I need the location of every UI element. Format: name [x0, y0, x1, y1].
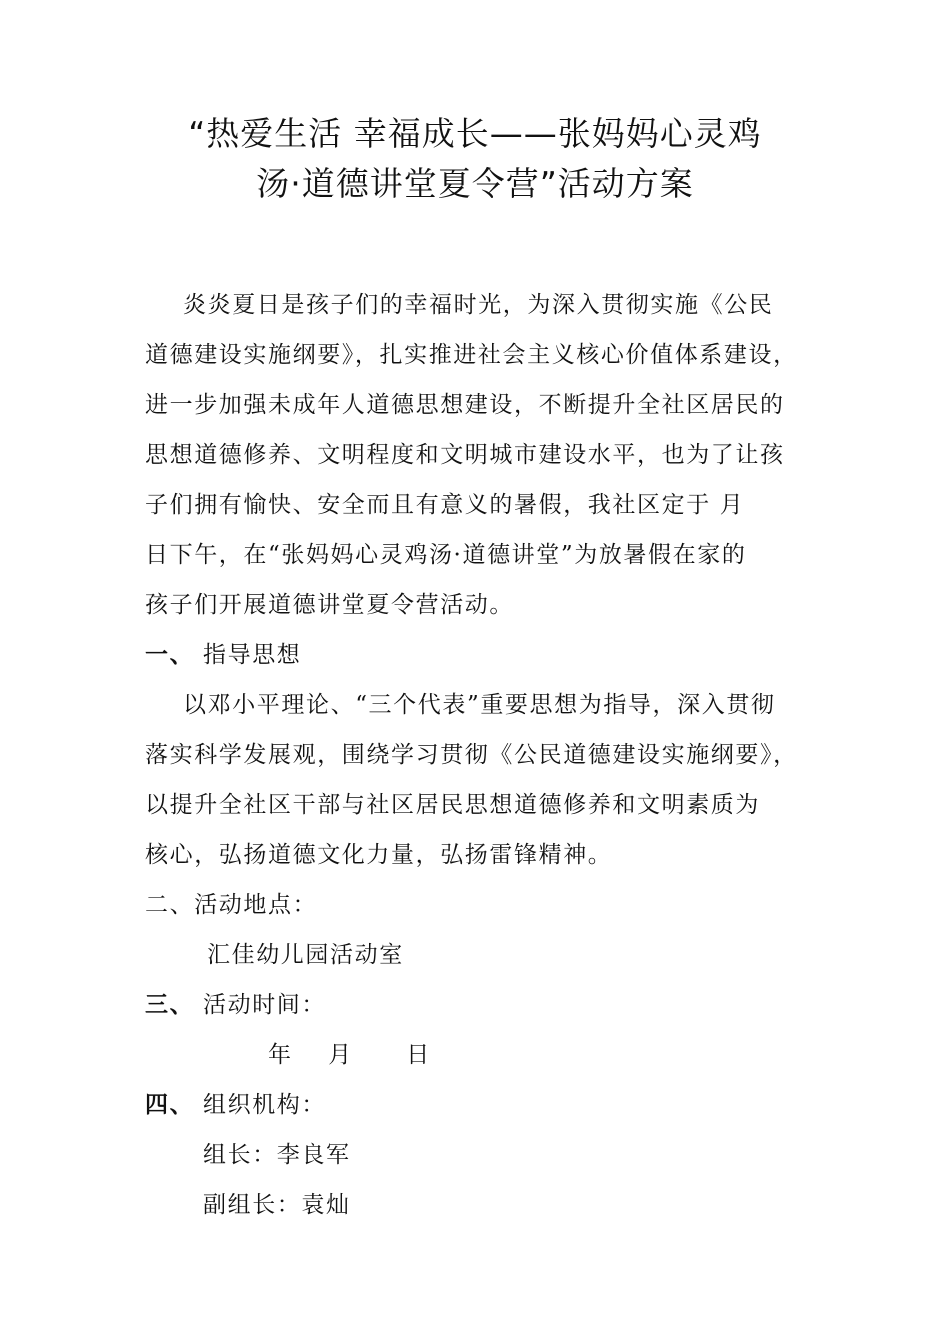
section-1-heading: 指导思想: [203, 642, 302, 668]
intro-line-3: 进一步加强未成年人道德思想建设，不断提升全社区居民的: [145, 392, 785, 418]
section-1-line-4: 核心，弘扬道德文化力量，弘扬雷锋精神。: [145, 842, 613, 868]
section-2-heading: 二、活动地点：: [145, 892, 318, 918]
section-1-number: 一、: [145, 641, 195, 668]
intro-line-6: 日下午，在“张妈妈心灵鸡汤·道德讲堂”为放暑假在家的: [145, 542, 747, 568]
section-3-heading: 活动时间：: [203, 992, 326, 1018]
intro-line-2: 道德建设实施纲要》，扎实推进社会主义核心价值体系建设，: [145, 342, 798, 368]
intro-line-5: 子们拥有愉快、安全而且有意义的暑假，我社区定于 月: [145, 492, 745, 518]
section-1-line-3: 以提升全社区干部与社区居民思想道德修养和文明素质为: [145, 792, 760, 818]
section-1-line-1: 以邓小平理论、“三个代表”重要思想为指导，深入贯彻: [183, 692, 776, 718]
document-title-line-2: 汤·道德讲堂夏令营”活动方案: [256, 164, 694, 203]
section-4-number: 四、: [145, 1091, 195, 1118]
section-4-item-leader: 组长：李良军: [203, 1142, 351, 1168]
intro-line-1: 炎炎夏日是孩子们的幸福时光，为深入贯彻实施《公民: [183, 292, 774, 318]
section-2-content: 汇佳幼儿园活动室: [207, 942, 404, 968]
section-4-item-deputy-leader: 副组长：袁灿: [203, 1192, 351, 1218]
intro-line-4: 思想道德修养、文明程度和文明城市建设水平，也为了让孩: [145, 442, 785, 468]
intro-line-7: 孩子们开展道德讲堂夏令营活动。: [145, 592, 514, 618]
section-3-number: 三、: [145, 991, 195, 1018]
section-1-line-2: 落实科学发展观，围绕学习贯彻《公民道德建设实施纲要》，: [145, 742, 798, 768]
document-title-line-1: “热爱生活 幸福成长——张妈妈心灵鸡: [188, 114, 762, 153]
section-3-content: 年 月 日: [268, 1042, 431, 1068]
section-4-heading: 组织机构：: [203, 1092, 326, 1118]
